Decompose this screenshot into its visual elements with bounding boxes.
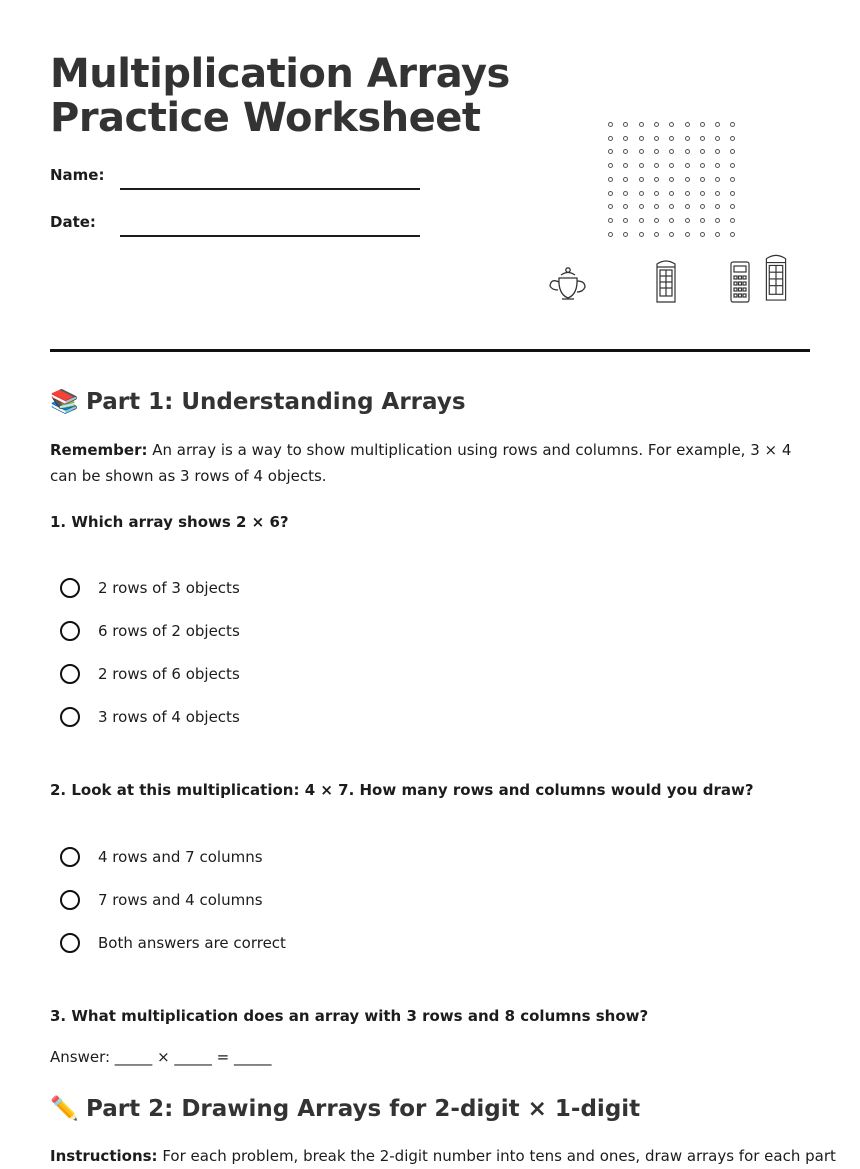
- array-dot: [654, 218, 659, 223]
- instructions-text: For each problem, break the 2-digit number into tens and ones, draw arrays for each part: [162, 1147, 836, 1165]
- array-dot: [730, 177, 735, 182]
- array-dot: [685, 204, 690, 209]
- array-dot: [730, 149, 735, 154]
- date-label: Date:: [50, 213, 96, 231]
- array-dot: [730, 218, 735, 223]
- array-dot: [654, 177, 659, 182]
- question-2: 2. Look at this multiplication: 4 × 7. How many rows and columns would you draw?: [50, 781, 754, 799]
- radio-button[interactable]: [60, 933, 80, 953]
- title-line-2: Practice Worksheet: [50, 95, 481, 141]
- radio-button[interactable]: [60, 847, 80, 867]
- worksheet-title: [50, 52, 510, 140]
- array-dot: [730, 136, 735, 141]
- array-dot: [700, 204, 705, 209]
- array-dot: [669, 191, 674, 196]
- name-write-line[interactable]: [120, 188, 420, 190]
- part2-heading: [50, 1095, 640, 1122]
- option-label: 4 rows and 7 columns: [98, 848, 263, 866]
- array-dot: [654, 149, 659, 154]
- array-dot: [639, 149, 644, 154]
- question-3-answer[interactable]: Answer: _____ × _____ = _____: [50, 1048, 272, 1066]
- array-dot: [623, 204, 628, 209]
- array-dot: [608, 122, 613, 127]
- array-dot: [639, 122, 644, 127]
- radio-button[interactable]: [60, 621, 80, 641]
- remember-note: [50, 437, 810, 489]
- array-dot: [700, 191, 705, 196]
- array-dot: [700, 218, 705, 223]
- array-dot: [639, 177, 644, 182]
- array-dot: [608, 149, 613, 154]
- array-dot: [669, 232, 674, 237]
- phone-booth-icon: [655, 256, 677, 306]
- remember-label: Remember:: [50, 441, 148, 459]
- array-dot: [623, 177, 628, 182]
- radio-button[interactable]: [60, 578, 80, 598]
- array-dot: [654, 204, 659, 209]
- option-label: Both answers are correct: [98, 934, 286, 952]
- array-dot: [685, 232, 690, 237]
- radio-button[interactable]: [60, 890, 80, 910]
- array-dot: [685, 122, 690, 127]
- phone-booth-icon: [764, 252, 788, 302]
- array-dot: [639, 191, 644, 196]
- array-dot: [685, 218, 690, 223]
- array-dot: [623, 163, 628, 168]
- array-dot: [669, 149, 674, 154]
- array-dot: [730, 204, 735, 209]
- array-dot: [608, 177, 613, 182]
- array-dot: [654, 136, 659, 141]
- instructions-label: Instructions:: [50, 1147, 158, 1165]
- array-dot: [639, 218, 644, 223]
- array-dot: [669, 177, 674, 182]
- array-dot: [654, 122, 659, 127]
- array-dot: [685, 163, 690, 168]
- array-dot: [608, 232, 613, 237]
- option-label: 3 rows of 4 objects: [98, 708, 240, 726]
- array-dot: [669, 136, 674, 141]
- array-dot: [700, 149, 705, 154]
- array-dot: [685, 177, 690, 182]
- array-dot: [700, 136, 705, 141]
- array-dot: [639, 204, 644, 209]
- array-dot: [730, 122, 735, 127]
- array-dot: [669, 204, 674, 209]
- array-dot: [700, 122, 705, 127]
- array-dot: [669, 218, 674, 223]
- question-3: 3. What multiplication does an array with 3 rows and 8 columns show?: [50, 1007, 649, 1025]
- date-field: [50, 207, 420, 237]
- array-dot: [639, 232, 644, 237]
- array-dot: [730, 232, 735, 237]
- part2-instructions: [50, 1143, 836, 1169]
- question-1: 1. Which array shows 2 × 6?: [50, 513, 289, 531]
- array-dot: [608, 204, 613, 209]
- array-dot: [623, 149, 628, 154]
- remember-text: An array is a way to show multiplication using rows and columns. For example, 3 × 4 can be shown as 3 rows of 4 objects.: [50, 441, 792, 485]
- array-dot: [623, 218, 628, 223]
- part2-title: Part 2: Drawing Arrays for 2-digit × 1-digit: [86, 1096, 641, 1122]
- radio-button[interactable]: [60, 707, 80, 727]
- array-dot: [700, 232, 705, 237]
- array-dot: [608, 218, 613, 223]
- part1-title: Part 1: Understanding Arrays: [86, 389, 466, 415]
- array-dot: [608, 136, 613, 141]
- option-label: 2 rows of 6 objects: [98, 665, 240, 683]
- array-dot: [715, 204, 720, 209]
- array-dot: [715, 218, 720, 223]
- array-dot: [715, 122, 720, 127]
- teapot-icon: [548, 256, 590, 306]
- array-dot: [730, 191, 735, 196]
- name-label: Name:: [50, 166, 105, 184]
- title-line-1: Multiplication Arrays: [50, 51, 510, 97]
- array-dot: [654, 191, 659, 196]
- array-dot: [685, 136, 690, 141]
- option-label: 7 rows and 4 columns: [98, 891, 263, 909]
- array-dot: [715, 136, 720, 141]
- array-dot: [685, 191, 690, 196]
- array-dot: [654, 232, 659, 237]
- array-dot: [715, 163, 720, 168]
- array-dot: [623, 232, 628, 237]
- array-dot: [669, 122, 674, 127]
- part1-heading: [50, 388, 466, 415]
- array-dot: [623, 136, 628, 141]
- dot-array-decoration: [608, 122, 740, 244]
- array-dot: [730, 163, 735, 168]
- array-dot: [669, 163, 674, 168]
- option-label: 6 rows of 2 objects: [98, 622, 240, 640]
- array-dot: [715, 191, 720, 196]
- array-dot: [700, 163, 705, 168]
- array-dot: [715, 177, 720, 182]
- array-dot: [639, 136, 644, 141]
- array-dot: [715, 232, 720, 237]
- date-write-line[interactable]: [120, 235, 420, 237]
- books-icon: 📚: [50, 389, 79, 415]
- array-dot: [639, 163, 644, 168]
- array-dot: [654, 163, 659, 168]
- pencil-icon: ✏️: [50, 1096, 79, 1122]
- array-dot: [715, 149, 720, 154]
- array-dot: [700, 177, 705, 182]
- option-label: 2 rows of 3 objects: [98, 579, 240, 597]
- array-dot: [685, 149, 690, 154]
- array-dot: [608, 191, 613, 196]
- array-dot: [608, 163, 613, 168]
- radio-button[interactable]: [60, 664, 80, 684]
- array-dot: [623, 191, 628, 196]
- array-dot: [623, 122, 628, 127]
- calculator-icon: [729, 256, 751, 306]
- name-field: [50, 160, 420, 190]
- header-divider: [50, 349, 810, 352]
